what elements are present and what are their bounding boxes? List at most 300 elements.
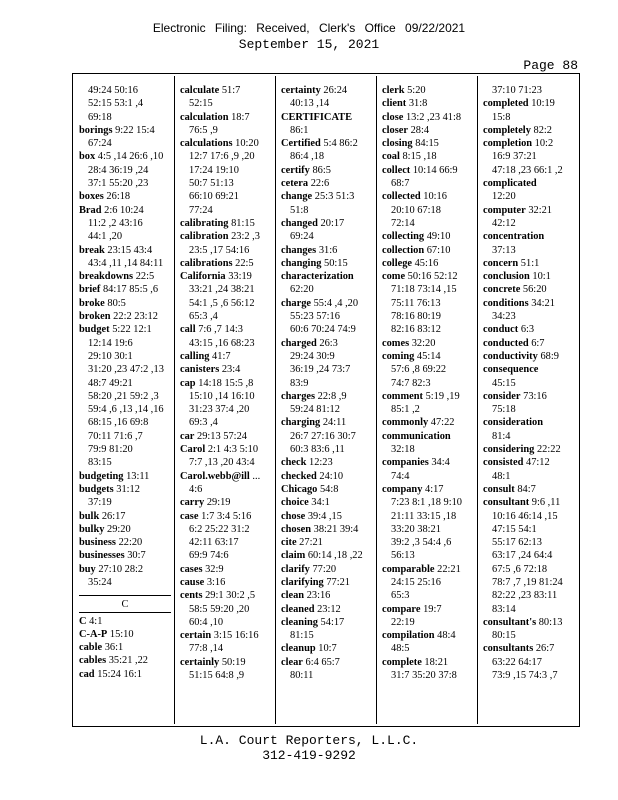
index-entry xyxy=(483,616,575,629)
index-headword: charges xyxy=(281,390,316,402)
page-line-refs: 26:24 xyxy=(320,85,348,96)
index-entry xyxy=(79,283,171,296)
page-line-refs: 24:11 xyxy=(320,417,347,429)
page-line-refs: 49:24 50:16 xyxy=(88,85,138,96)
index-headword: communication xyxy=(382,430,451,442)
page-line-refs: 5:22 12:1 xyxy=(109,324,152,336)
page-line-refs: 9:6 ,11 xyxy=(529,497,561,509)
page-line-refs: 17:24 19:10 xyxy=(189,164,239,176)
index-entry xyxy=(281,456,373,469)
index-entry-continuation xyxy=(79,390,171,403)
index-entry-continuation xyxy=(382,177,474,190)
index-headword: borings xyxy=(79,124,113,136)
index-entry-continuation xyxy=(382,510,474,523)
page-line-refs: 74:4 xyxy=(391,470,410,482)
page-line-refs: 42:11 63:17 xyxy=(189,537,239,549)
index-headword: computer xyxy=(483,204,526,216)
page-line-refs: 27:21 xyxy=(296,537,323,549)
index-headword: conditions xyxy=(483,297,529,309)
index-headword: coming xyxy=(382,350,415,362)
page-line-refs: 67:10 xyxy=(424,244,451,256)
page-line-refs: 65:3 xyxy=(391,590,410,602)
index-headword: clarify xyxy=(281,563,310,575)
index-entry xyxy=(281,257,373,270)
page-line-refs: 82:22 ,23 83:11 xyxy=(492,590,558,602)
index-headword: calibrations xyxy=(180,257,233,269)
index-headword: cables xyxy=(79,655,107,667)
index-headword: cents xyxy=(180,590,203,602)
index-headword: clarifying xyxy=(281,576,324,588)
index-entry-continuation xyxy=(281,363,373,376)
index-entry xyxy=(281,563,373,576)
index-headword: calling xyxy=(180,350,210,362)
index-entry-continuation xyxy=(382,377,474,390)
page-line-refs: 4:17 xyxy=(422,483,444,495)
index-entry-continuation xyxy=(382,536,474,549)
index-entry-continuation xyxy=(180,483,272,496)
page-line-refs: 55:17 62:13 xyxy=(492,537,542,549)
index-entry xyxy=(79,244,171,257)
index-headword: Carol.webb@ill xyxy=(180,470,250,482)
page-line-refs: 33:19 xyxy=(225,271,252,283)
page-line-refs: 33:21 ,24 38:21 xyxy=(189,284,255,296)
index-entry-continuation xyxy=(382,323,474,336)
index-entry xyxy=(382,563,474,576)
index-entry xyxy=(79,323,171,336)
index-entry-continuation xyxy=(483,150,575,163)
index-headword: considering xyxy=(483,444,535,456)
page-line-refs: 40:13 ,14 xyxy=(290,98,330,110)
index-headword: compare xyxy=(382,603,421,615)
page-line-refs: 12:20 xyxy=(492,191,516,203)
page-line-refs: 55:23 57:16 xyxy=(290,311,340,323)
index-entry-continuation xyxy=(79,337,171,350)
page-line-refs: 85:1 ,2 xyxy=(391,404,420,416)
page-line-refs: 78:16 80:19 xyxy=(391,311,441,323)
index-entry xyxy=(180,84,272,97)
index-headword: claim xyxy=(281,550,306,562)
page-line-refs: 41:7 xyxy=(209,350,231,362)
index-entry xyxy=(79,628,171,641)
index-headword: companies xyxy=(382,457,429,469)
page-line-refs: 86:5 xyxy=(309,164,331,176)
index-entry-continuation xyxy=(382,576,474,589)
index-headword: break xyxy=(79,244,105,256)
page-line-refs: 73:9 ,15 74:3 ,7 xyxy=(492,670,558,682)
index-entry xyxy=(382,164,474,177)
index-headword: budget xyxy=(79,324,110,336)
page-line-refs: 51:7 xyxy=(219,85,241,96)
page-line-refs: 8:15 ,18 xyxy=(399,151,437,163)
index-entry-continuation xyxy=(281,323,373,336)
index-headword: California xyxy=(180,271,226,283)
index-entry xyxy=(483,416,575,429)
index-headword: calibration xyxy=(180,231,229,243)
index-entry xyxy=(483,443,575,456)
index-entry xyxy=(79,190,171,203)
index-headword: client xyxy=(382,98,407,110)
index-headword: consisted xyxy=(483,457,524,469)
index-entry xyxy=(382,150,474,163)
index-headword: box xyxy=(79,151,96,163)
index-entry xyxy=(79,523,171,536)
index-entry-continuation xyxy=(180,204,272,217)
index-entry xyxy=(281,496,373,509)
index-headword: cad xyxy=(79,668,95,680)
page-line-refs: 26:18 xyxy=(103,191,131,203)
index-headword: conclusion xyxy=(483,271,530,283)
index-headword: checked xyxy=(281,470,317,482)
index-headword: broke xyxy=(79,297,105,309)
page-line-refs: 34:23 xyxy=(492,311,516,323)
page-line-refs: 84:15 xyxy=(412,138,439,150)
page-line-refs: 31:12 xyxy=(113,483,140,495)
index-headword: collect xyxy=(382,164,411,176)
page-line-refs: 83:9 xyxy=(290,377,309,389)
index-entry xyxy=(180,377,272,390)
index-headword: calibrating xyxy=(180,217,229,229)
index-entry-continuation xyxy=(281,124,373,137)
index-headword: comment xyxy=(382,390,423,402)
page-line-refs: 24:15 25:16 xyxy=(391,576,441,588)
page-line-refs: 65:3 ,4 xyxy=(189,311,218,323)
index-headword: closer xyxy=(382,124,408,136)
index-headword: changing xyxy=(281,257,322,269)
index-headword: choice xyxy=(281,497,309,509)
page-line-refs: 70:11 71:6 ,7 xyxy=(88,430,143,442)
page-line-refs: 34:4 xyxy=(428,457,450,469)
index-entry xyxy=(79,563,171,576)
index-headword: certainly xyxy=(180,656,220,668)
index-entry-continuation xyxy=(281,230,373,243)
page-line-refs: 39:4 ,15 xyxy=(305,510,342,522)
page-line-refs: 37:19 xyxy=(88,497,112,509)
index-headword: clean xyxy=(281,590,305,602)
page-line-refs: 3:16 xyxy=(204,576,226,588)
reporter-name: L.A. Court Reporters, L.L.C. xyxy=(199,733,419,748)
index-entry-continuation xyxy=(382,642,474,655)
page-line-refs: 42:12 xyxy=(492,217,516,229)
index-entry xyxy=(382,111,474,124)
index-headword: college xyxy=(382,257,412,269)
index-entry xyxy=(382,124,474,137)
index-entry xyxy=(281,111,373,124)
page-line-refs: 60:3 83:6 ,11 xyxy=(290,444,345,456)
index-entry xyxy=(382,84,474,97)
page-line-refs: 7:6 ,7 14:3 xyxy=(195,324,243,336)
page-line-refs: 31:23 37:4 ,20 xyxy=(189,404,250,416)
index-headword: Certified xyxy=(281,138,321,150)
index-entry-continuation xyxy=(382,443,474,456)
page-line-refs: 58:5 59:20 ,20 xyxy=(189,603,250,615)
page-line-refs: 60:6 70:24 74:9 xyxy=(290,324,356,336)
index-entry-continuation xyxy=(79,164,171,177)
page-line-refs: 22:21 xyxy=(434,563,461,575)
index-entry-continuation xyxy=(180,403,272,416)
page-line-refs: 81:4 xyxy=(492,430,511,442)
index-entry xyxy=(382,230,474,243)
transcript-date: September 15, 2021 xyxy=(238,37,380,52)
index-headword: chosen xyxy=(281,523,312,535)
index-headword: comparable xyxy=(382,563,435,575)
page-line-refs: 10:2 xyxy=(532,138,554,150)
index-entry-continuation xyxy=(79,84,171,97)
index-entry xyxy=(281,217,373,230)
index-entry xyxy=(281,177,373,190)
page-line-refs: 16:9 37:21 xyxy=(492,151,537,163)
page-line-refs: 23:2 ,3 xyxy=(228,231,260,243)
page-line-refs: 45:16 xyxy=(412,257,439,269)
index-entry-continuation xyxy=(483,656,575,669)
page-line-refs: 75:18 xyxy=(492,404,516,416)
page-line-refs: 23:15 43:4 xyxy=(104,244,153,256)
page-line-refs: 23:4 xyxy=(219,364,241,376)
column-divider xyxy=(174,76,175,724)
index-entry-continuation xyxy=(483,510,575,523)
page-line-refs: 10:20 xyxy=(232,138,259,150)
index-entry xyxy=(382,416,474,429)
index-headword: cause xyxy=(180,576,205,588)
index-headword: consideration xyxy=(483,417,544,429)
page-line-refs: 37:1 55:20 ,23 xyxy=(88,178,149,190)
index-entry xyxy=(79,310,171,323)
index-column-1 xyxy=(79,84,171,714)
index-entry-continuation xyxy=(180,536,272,549)
page-line-refs: 50:19 xyxy=(219,656,246,668)
index-entry-continuation xyxy=(382,204,474,217)
page-line-refs: 36:19 ,24 73:7 xyxy=(290,364,351,376)
page-line-refs: 4:5 ,14 26:6 ,10 xyxy=(95,151,164,163)
page-line-refs: 51:1 xyxy=(518,257,540,269)
page-line-refs: 69:24 xyxy=(290,231,314,243)
page-line-refs: 43:4 ,11 ,14 84:11 xyxy=(88,257,164,269)
index-headword: conduct xyxy=(483,324,519,336)
index-headword: car xyxy=(180,430,195,442)
index-entry xyxy=(281,616,373,629)
page-line-refs: 18:21 xyxy=(421,656,449,668)
page-line-refs: 63:22 64:17 xyxy=(492,656,542,668)
index-headword: consider xyxy=(483,390,521,402)
page-line-refs: 14:18 15:5 ,8 xyxy=(195,377,254,389)
page-line-refs: 73:16 xyxy=(520,390,547,402)
index-headword: calculations xyxy=(180,138,233,150)
index-entry-continuation xyxy=(483,403,575,416)
index-entry-continuation xyxy=(180,416,272,429)
index-entry-continuation xyxy=(382,217,474,230)
page-line-refs: 50:16 52:12 xyxy=(405,271,458,283)
index-entry xyxy=(180,470,272,483)
index-entry xyxy=(281,137,373,150)
page-line-refs: 30:7 xyxy=(124,550,146,562)
page-line-refs: 69:18 xyxy=(88,111,112,123)
index-entry-continuation xyxy=(180,642,272,655)
page-line-refs: 36:1 xyxy=(102,642,124,654)
index-entry xyxy=(281,589,373,602)
index-entry-continuation xyxy=(382,616,474,629)
index-entry xyxy=(180,430,272,443)
index-entry-continuation xyxy=(483,430,575,443)
page-line-refs: 37:10 71:23 xyxy=(492,85,542,96)
index-headword: check xyxy=(281,457,307,469)
page-line-refs: 7:23 8:1 ,18 9:10 xyxy=(391,497,463,509)
page-line-refs: 25:3 51:3 xyxy=(312,191,355,203)
index-entry xyxy=(382,270,474,283)
index-entry xyxy=(483,496,575,509)
index-entry xyxy=(180,589,272,602)
page-line-refs: 43:15 ,16 68:23 xyxy=(189,337,255,349)
index-entry xyxy=(281,337,373,350)
page-line-refs: 19:7 xyxy=(420,603,442,615)
page-line-refs: 2:1 4:3 5:10 xyxy=(205,444,259,456)
page-line-refs: 39:2 ,3 54:4 ,6 xyxy=(391,537,452,549)
index-entry xyxy=(281,470,373,483)
page-line-refs: 45:15 xyxy=(492,377,516,389)
index-entry-continuation xyxy=(180,616,272,629)
page-line-refs: 4:6 xyxy=(189,483,203,495)
index-headword: Carol xyxy=(180,444,206,456)
page-line-refs: 23:16 xyxy=(304,590,331,602)
index-entry xyxy=(281,523,373,536)
index-entry-continuation xyxy=(281,377,373,390)
index-entry-continuation xyxy=(281,150,373,163)
index-entry xyxy=(180,563,272,576)
index-table xyxy=(72,73,580,727)
page-line-refs: 10:1 xyxy=(529,271,551,283)
index-entry xyxy=(79,124,171,137)
page-line-refs: 57:6 ,8 69:22 xyxy=(391,364,447,376)
index-headword: collection xyxy=(382,244,425,256)
index-headword: Brad xyxy=(79,204,102,216)
index-entry-continuation xyxy=(382,589,474,602)
index-headword: completely xyxy=(483,124,531,136)
page-line-refs: 31:8 xyxy=(406,98,428,110)
index-entry-continuation xyxy=(180,390,272,403)
page-line-refs: 31:20 ,23 47:2 ,13 xyxy=(88,364,164,376)
index-entry-continuation xyxy=(281,283,373,296)
index-headword: cite xyxy=(281,537,297,549)
page-line-refs: 20:10 67:18 xyxy=(391,204,441,216)
page-line-refs: 15:8 xyxy=(492,111,511,123)
index-entry xyxy=(79,483,171,496)
page-line-refs: 32:20 xyxy=(409,337,436,349)
index-entry-continuation xyxy=(382,297,474,310)
index-entry xyxy=(281,536,373,549)
index-entry-continuation xyxy=(180,337,272,350)
page-line-refs: 29:20 xyxy=(104,523,131,535)
index-headword: cleaning xyxy=(281,616,318,628)
index-headword: complete xyxy=(382,656,422,668)
index-entry xyxy=(281,164,373,177)
page-line-refs: 56:13 xyxy=(391,550,415,562)
page-line-refs: 76:5 ,9 xyxy=(189,124,218,136)
page-line-refs: 12:7 17:6 ,9 ,20 xyxy=(189,151,255,163)
page-line-refs: 27:10 28:2 xyxy=(95,563,144,575)
index-entry xyxy=(483,642,575,655)
index-entry-continuation xyxy=(281,204,373,217)
page-line-refs: 32:9 xyxy=(202,563,224,575)
index-entry-continuation xyxy=(483,589,575,602)
page-line-refs: 38:21 39:4 xyxy=(311,523,359,535)
index-headword: cleaned xyxy=(281,603,315,615)
page-line-refs: 29:10 30:1 xyxy=(88,350,133,362)
index-entry-continuation xyxy=(79,217,171,230)
page-line-refs: 10:16 xyxy=(420,191,447,203)
page-line-refs: 34:21 xyxy=(528,297,555,309)
index-entry-continuation xyxy=(180,244,272,257)
index-entry xyxy=(180,270,272,283)
page-line-refs: 47:18 ,23 66:1 ,2 xyxy=(492,164,563,176)
index-headword: collecting xyxy=(382,231,425,243)
page-line-refs: 45:14 xyxy=(414,350,441,362)
page-line-refs: 52:15 xyxy=(189,98,213,110)
index-headword: consequence xyxy=(483,364,539,376)
index-headword: cases xyxy=(180,563,203,575)
index-entry xyxy=(382,629,474,642)
page-line-refs: 10:19 xyxy=(528,98,555,110)
page-line-refs: 77:21 xyxy=(323,576,350,588)
page-line-refs: 12:23 xyxy=(306,457,333,469)
index-entry-continuation xyxy=(483,563,575,576)
index-column-3 xyxy=(281,84,373,714)
index-headword: C xyxy=(79,615,87,627)
page-line-refs: 75:11 76:13 xyxy=(391,297,441,309)
page-line-refs: 67:5 ,6 72:18 xyxy=(492,563,548,575)
index-entry xyxy=(79,641,171,654)
index-column-2 xyxy=(180,84,272,714)
index-entry-continuation xyxy=(483,111,575,124)
page-line-refs: 80:5 xyxy=(104,297,126,309)
index-entry-continuation xyxy=(281,629,373,642)
page-line-refs: 50:7 51:13 xyxy=(189,178,234,190)
column-divider xyxy=(376,76,377,724)
index-entry xyxy=(180,510,272,523)
page-line-refs: 18:7 xyxy=(228,111,250,123)
index-entry-continuation xyxy=(483,377,575,390)
index-headword: changed xyxy=(281,217,318,229)
index-entry-continuation xyxy=(79,496,171,509)
index-entry-continuation xyxy=(180,523,272,536)
page-line-refs: 58:20 ,21 59:2 ,3 xyxy=(88,390,159,402)
reporter-phone: 312-419-9292 xyxy=(262,748,356,763)
page-line-refs: 10:16 46:14 ,15 xyxy=(492,510,558,522)
page-line-refs: 82:16 83:12 xyxy=(391,324,441,336)
page-line-refs: 26:17 xyxy=(99,510,126,522)
index-headword: breakdowns xyxy=(79,271,134,283)
page-line-refs: 83:15 xyxy=(88,457,112,469)
index-entry-continuation xyxy=(180,124,272,137)
index-entry-continuation xyxy=(483,629,575,642)
index-headword: boxes xyxy=(79,191,104,203)
index-headword: budgets xyxy=(79,483,114,495)
page-line-refs: 48:5 xyxy=(391,643,410,655)
index-entry xyxy=(281,416,373,429)
page-line-refs: 13:11 xyxy=(123,470,150,482)
index-entry xyxy=(483,483,575,496)
index-entry-continuation xyxy=(180,283,272,296)
page-line-refs: 54:17 xyxy=(317,616,345,628)
index-headword: collected xyxy=(382,191,421,203)
page-line-refs: 9:22 15:4 xyxy=(112,124,155,136)
index-entry-continuation xyxy=(382,363,474,376)
index-headword: concentration xyxy=(483,231,545,243)
index-headword: cetera xyxy=(281,178,309,190)
index-headword: completed xyxy=(483,98,529,110)
page-line-refs: 10:14 66:9 xyxy=(410,164,458,176)
index-entry-continuation xyxy=(382,549,474,562)
page-line-refs: 68:9 xyxy=(537,350,559,362)
page-line-refs: 84:17 85:5 ,6 xyxy=(100,284,159,296)
index-entry xyxy=(79,470,171,483)
